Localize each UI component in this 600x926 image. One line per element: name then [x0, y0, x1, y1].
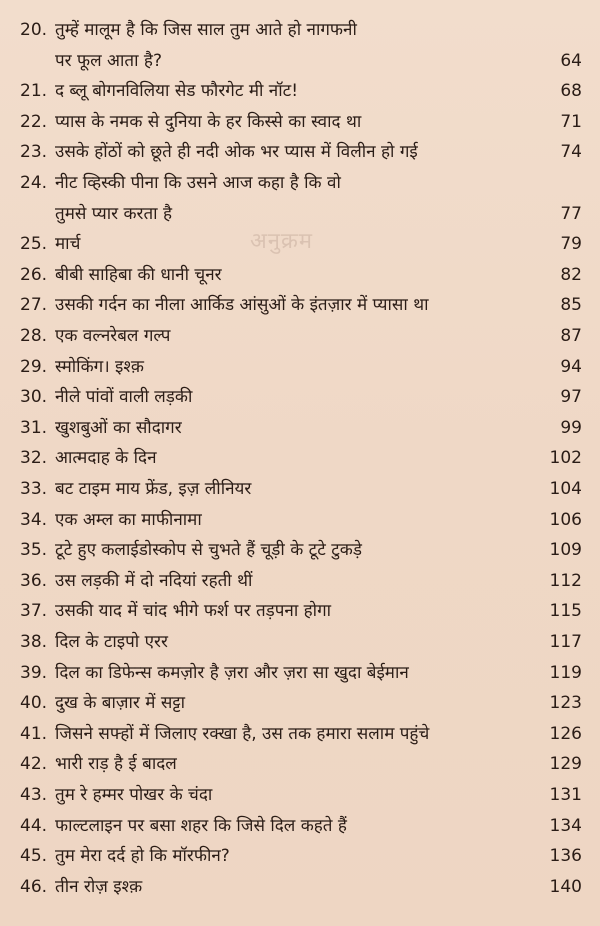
- entry-page-number: 117: [549, 632, 582, 652]
- entry-title: तुम्हें मालूम है कि जिस साल तुम आते हो नागफनी: [55, 20, 357, 40]
- entry-page-number: 94: [560, 356, 582, 377]
- entry-title-continuation: तुमसे प्यार करता है: [55, 203, 173, 224]
- entry-page-number: 99: [560, 417, 582, 438]
- entry-number: 43.: [20, 785, 48, 805]
- entry-number: 46.: [20, 876, 48, 897]
- entry-page-number: 104: [549, 479, 582, 499]
- entry-title: टूटे हुए कलाईडोस्कोप से चुभते हैं चूड़ी के टूटे टुकड़े: [55, 540, 362, 561]
- entry-page-number: 79: [560, 234, 582, 255]
- entry-number: 21.: [20, 81, 48, 102]
- entry-page-number: 119: [549, 662, 582, 683]
- entry-title: एक अम्ल का माफीनामा: [55, 509, 202, 530]
- entry-title: आत्मदाह के दिन: [55, 448, 157, 469]
- entry-number: 39.: [20, 662, 48, 683]
- entry-title: दुख के बाज़ार में सट्टा: [55, 693, 186, 714]
- entry-page-number: 112: [549, 570, 582, 591]
- entry-title: तीन रोज़ इश्क़: [55, 876, 143, 897]
- entry-number: 44.: [20, 815, 48, 836]
- entry-page-number: 140: [549, 876, 582, 897]
- entry-title: उसके होंठों को छूते ही नदी ओक भर प्यास में विलीन हो गई: [55, 142, 418, 163]
- entry-title: उस लड़की में दो नदियां रहती थीं: [55, 570, 253, 591]
- entry-number: 22.: [20, 111, 48, 132]
- entry-page-number: 87: [560, 326, 582, 346]
- entry-page-number: 106: [549, 509, 582, 530]
- entry-page-number: 82: [560, 264, 582, 285]
- entry-title: दिल के टाइपो एरर: [55, 632, 168, 652]
- entry-number: 31.: [20, 417, 48, 438]
- entry-title: जिसने सफ्हों में जिलाए रक्खा है, उस तक हमारा सलाम पहुंचे: [55, 723, 430, 744]
- entry-number: 29.: [20, 356, 48, 377]
- entry-page-number: 131: [549, 785, 582, 805]
- entry-page-number: 126: [549, 723, 582, 744]
- entry-number: 24.: [20, 173, 48, 193]
- entry-title: बीबी साहिबा की धानी चूनर: [55, 264, 222, 285]
- entry-number: 23.: [20, 142, 48, 163]
- entry-page-number: 136: [549, 846, 582, 867]
- entry-title: बट टाइम माय फ्रेंड, इज़ लीनियर: [55, 479, 252, 499]
- entry-number: 40.: [20, 693, 48, 714]
- entry-page-number: 71: [560, 111, 582, 132]
- entry-title: एक वल्नरेबल गल्प: [55, 326, 171, 346]
- entry-title: उसकी याद में चांद भीगे फर्श पर तड़पना होगा: [55, 601, 332, 622]
- entry-number: 36.: [20, 570, 48, 591]
- entry-page-number: 115: [549, 601, 582, 622]
- entry-page-number: 129: [549, 754, 582, 775]
- entry-number: 30.: [20, 387, 48, 408]
- entry-title: फाल्टलाइन पर बसा शहर कि जिसे दिल कहते हैं: [55, 815, 347, 836]
- entry-number: 38.: [20, 632, 48, 652]
- entry-page-number: 134: [549, 815, 582, 836]
- entry-number: 34.: [20, 509, 48, 530]
- entry-number: 37.: [20, 601, 48, 622]
- entry-page-number: 102: [549, 448, 582, 469]
- entry-title: तुम मेरा दर्द हो कि मॉरफीन?: [55, 846, 230, 867]
- entry-title: खुशबुओं का सौदागर: [55, 417, 182, 438]
- entry-title: स्मोकिंग। इश्क़: [55, 356, 144, 377]
- entry-number: 27.: [20, 295, 48, 316]
- entry-page-number: 123: [549, 693, 582, 714]
- bleed-through-heading: अनुक्रम: [250, 229, 314, 254]
- entry-page-number: 97: [560, 387, 582, 408]
- entry-number: 25.: [20, 234, 48, 255]
- entry-number: 32.: [20, 448, 48, 469]
- entry-title: नीले पांवों वाली लड़की: [55, 387, 193, 408]
- entry-title: उसकी गर्दन का नीला आर्किड आंसुओं के इंतज़ार में प्यासा था: [55, 295, 429, 316]
- entry-title: नीट व्हिस्की पीना कि उसने आज कहा है कि वो: [55, 173, 341, 193]
- entry-number: 26.: [20, 264, 48, 285]
- entry-title: प्यास के नमक से दुनिया के हर किस्से का स्वाद था: [55, 111, 362, 132]
- entry-number: 20.: [20, 20, 48, 40]
- entry-title: दिल का डिफेन्स कमज़ोर है ज़रा और ज़रा सा खुदा बेईमान: [55, 662, 409, 683]
- entry-page-number: 85: [560, 295, 582, 316]
- entry-title-continuation: पर फूल आता है?: [55, 50, 162, 71]
- entry-title: भारी राड़ है ई बादल: [55, 754, 177, 775]
- entry-number: 28.: [20, 326, 48, 346]
- entry-page-number: 64: [560, 50, 582, 71]
- entry-page-number: 68: [560, 81, 582, 102]
- entry-title: द ब्लू बोगनविलिया सेड फौरगेट मी नॉट!: [55, 81, 299, 102]
- entry-number: 45.: [20, 846, 48, 867]
- entry-page-number: 77: [560, 203, 582, 224]
- entry-title: मार्च: [55, 234, 81, 255]
- entry-number: 35.: [20, 540, 48, 561]
- entry-number: 41.: [20, 723, 48, 744]
- entry-page-number: 109: [549, 540, 582, 561]
- entry-page-number: 74: [560, 142, 582, 163]
- entry-number: 33.: [20, 479, 48, 499]
- entry-title: तुम रे हम्मर पोखर के चंदा: [55, 785, 213, 805]
- entry-number: 42.: [20, 754, 48, 775]
